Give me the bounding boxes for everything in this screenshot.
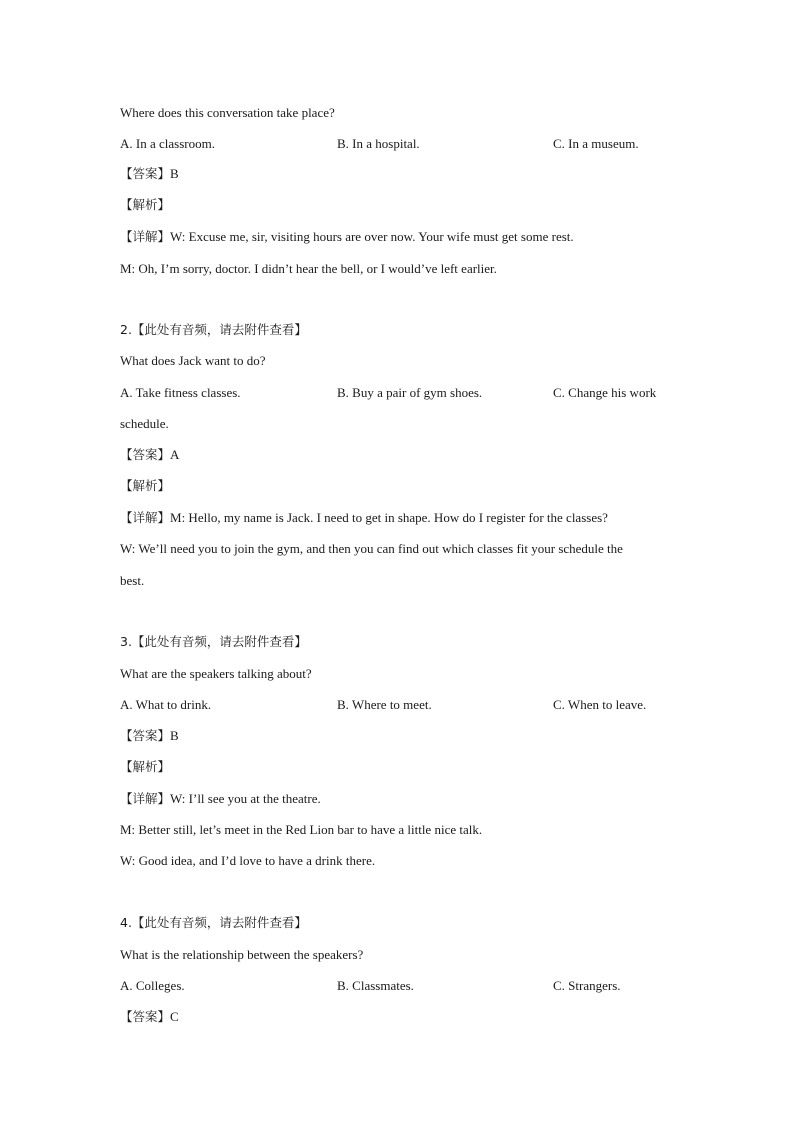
q1-question: Where does this conversation take place?	[120, 105, 335, 120]
q3-detail-line: W: Good idea, and I’d love to have a drink there.	[120, 853, 376, 868]
answer-value: B	[170, 166, 179, 181]
q2-option-a: A. Take fitness classes.	[120, 385, 241, 400]
q2-question: What does Jack want to do?	[120, 353, 266, 368]
answer-value: B	[170, 728, 179, 743]
q3-option-c: C. When to leave.	[553, 697, 647, 712]
q3-question: What are the speakers talking about?	[120, 666, 312, 681]
detail-tag: 【详解】	[120, 510, 171, 525]
q3-detail-line: M: Better still, let’s meet in the Red Lion bar to have a little nice talk.	[120, 822, 483, 837]
q2-option-b: B. Buy a pair of gym shoes.	[337, 385, 483, 400]
q2-option-c: C. Change his work	[553, 385, 657, 400]
q3-option-a: A. What to drink.	[120, 697, 212, 712]
q2-answer	[120, 447, 179, 463]
q4-option-c: C. Strangers.	[553, 978, 621, 993]
q3-analysis-tag: 【解析】	[120, 759, 171, 774]
q3-heading: 3.【此处有音频，请去附件查看】	[120, 634, 307, 649]
detail-text: W: Excuse me, sir, visiting hours are over now. Your wife must get some rest.	[170, 229, 574, 244]
q1-option-b: B. In a hospital.	[337, 136, 420, 151]
q1-option-c: C. In a museum.	[553, 136, 639, 151]
detail-tag: 【详解】	[120, 229, 171, 244]
q4-option-b: B. Classmates.	[337, 978, 414, 993]
answer-value: A	[170, 447, 180, 462]
detail-tag: 【详解】	[120, 791, 171, 806]
answer-tag: 【答案】	[120, 728, 171, 743]
answer-value: C	[170, 1009, 179, 1024]
answer-tag: 【答案】	[120, 1009, 171, 1024]
q1-answer	[120, 166, 179, 182]
q4-answer	[120, 1009, 179, 1025]
q3-detail-line	[120, 791, 321, 807]
q1-detail-line	[120, 229, 574, 245]
q4-option-a: A. Colleges.	[120, 978, 185, 993]
answer-tag: 【答案】	[120, 166, 171, 181]
q3-option-b: B. Where to meet.	[337, 697, 432, 712]
q4-question: What is the relationship between the speakers?	[120, 947, 364, 962]
q2-option-c-wrap: schedule.	[120, 416, 169, 431]
detail-text: M: Hello, my name is Jack. I need to get in shape. How do I register for the classes?	[170, 510, 608, 525]
q1-analysis-tag: 【解析】	[120, 197, 171, 212]
detail-text: W: I’ll see you at the theatre.	[170, 791, 321, 806]
q2-detail-line: W: We’ll need you to join the gym, and then you can find out which classes fit your schedule the	[120, 541, 623, 556]
q4-heading: 4.【此处有音频，请去附件查看】	[120, 915, 307, 930]
q2-heading: 2.【此处有音频，请去附件查看】	[120, 322, 307, 337]
q3-answer	[120, 728, 179, 744]
q1-option-a: A. In a classroom.	[120, 136, 215, 151]
q2-analysis-tag: 【解析】	[120, 478, 171, 493]
q2-detail-line	[120, 510, 608, 526]
q2-detail-line: best.	[120, 573, 145, 588]
answer-tag: 【答案】	[120, 447, 171, 462]
q1-detail-line: M: Oh, I’m sorry, doctor. I didn’t hear the bell, or I would’ve left earlier.	[120, 261, 497, 276]
